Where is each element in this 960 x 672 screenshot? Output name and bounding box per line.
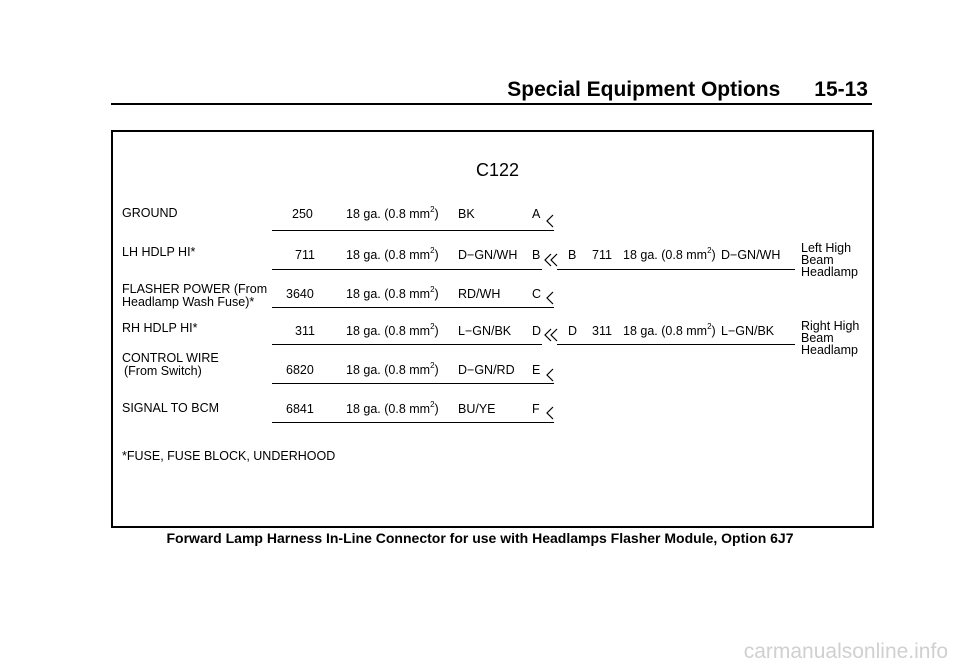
pin-letter: D <box>532 324 542 338</box>
circuit-number: 711 <box>592 248 612 262</box>
pin-letter: C <box>532 287 542 301</box>
circuit-label: GROUND <box>122 206 178 220</box>
circuit-label: CONTROL WIRE <box>122 351 219 365</box>
wire-color: D−GN/WH <box>458 248 518 262</box>
wire-gauge: 18 ga. (0.8 $mm^2$) <box>346 245 439 262</box>
circuit-number: 3640 <box>286 287 314 301</box>
wire-gauge: 18 ga. (0.8 $mm^2$) <box>623 245 716 262</box>
circuit-label-continued: Headlamp Wash Fuse)* <box>122 295 255 309</box>
destination-label: Headlamp <box>801 343 858 357</box>
circuit-number: 250 <box>292 207 313 221</box>
wire-color: RD/WH <box>458 287 501 301</box>
circuit-number: 311 <box>592 324 612 338</box>
circuit-number: 311 <box>295 324 315 338</box>
wire-color: L−GN/BK <box>458 324 512 338</box>
pin-letter: B <box>532 248 541 262</box>
wire-gauge: 18 ga. (0.8 $mm^2$) <box>346 399 439 416</box>
wire-line <box>272 230 554 231</box>
wire-line <box>272 307 554 308</box>
circuit-number: 6841 <box>286 402 314 416</box>
circuit-label-continued: (From Switch) <box>124 364 202 378</box>
terminal-chevron-icon <box>549 328 563 342</box>
wire-gauge: 18 ga. (0.8 $mm^2$) <box>346 284 439 301</box>
wire-color: D−GN/WH <box>721 248 781 262</box>
destination-label: Headlamp <box>801 265 858 279</box>
terminal-chevron-icon <box>545 406 559 420</box>
wire-line <box>557 344 795 345</box>
pin-letter: F <box>532 402 540 416</box>
destination-label: Beam <box>801 253 834 267</box>
terminal-chevron-icon <box>545 291 559 305</box>
wire-line <box>272 344 542 345</box>
wire-color: BU/YE <box>458 402 496 416</box>
wire-gauge: 18 ga. (0.8 $mm^2$) <box>346 204 439 221</box>
destination-label: Left High <box>801 241 852 255</box>
pin-letter: E <box>532 363 541 377</box>
wire-line <box>272 383 554 384</box>
wire-line <box>272 269 542 270</box>
page-header <box>507 78 868 102</box>
wire-color: BK <box>458 207 475 221</box>
circuit-label: SIGNAL TO BCM <box>122 401 220 415</box>
wire-color: L−GN/BK <box>721 324 775 338</box>
wire-gauge: 18 ga. (0.8 $mm^2$) <box>623 321 716 338</box>
connector-id: C122 <box>476 160 520 180</box>
circuit-label: RH HDLP HI* <box>122 321 198 335</box>
wire-color: D−GN/RD <box>458 363 515 377</box>
wire-gauge: 18 ga. (0.8 $mm^2$) <box>346 360 439 377</box>
terminal-chevron-icon <box>545 368 559 382</box>
page-number: 15-13 <box>814 78 868 101</box>
section-title: Special Equipment Options <box>507 78 781 101</box>
destination-label: Beam <box>801 331 834 345</box>
watermark: carmanualsonline.info <box>743 640 948 663</box>
pin-letter: D <box>568 324 578 338</box>
terminal-chevron-icon <box>549 253 563 267</box>
wire-line <box>272 422 554 423</box>
wire-gauge: 18 ga. (0.8 $mm^2$) <box>346 321 439 338</box>
footnote: *FUSE, FUSE BLOCK, UNDERHOOD <box>122 449 336 463</box>
wire-line <box>557 269 795 270</box>
circuit-number: 6820 <box>286 363 314 377</box>
terminal-chevron-icon <box>545 214 559 228</box>
pin-letter: B <box>568 248 577 262</box>
circuit-label: FLASHER POWER (From <box>122 282 268 296</box>
pin-letter: A <box>532 207 541 221</box>
destination-label: Right High <box>801 319 860 333</box>
figure-caption: Forward Lamp Harness In-Line Connector for use with Headlamps Flasher Module, Option 6J7 <box>166 530 794 546</box>
header-rule <box>111 103 872 105</box>
circuit-label: LH HDLP HI* <box>122 245 196 259</box>
circuit-number: 711 <box>295 248 315 262</box>
